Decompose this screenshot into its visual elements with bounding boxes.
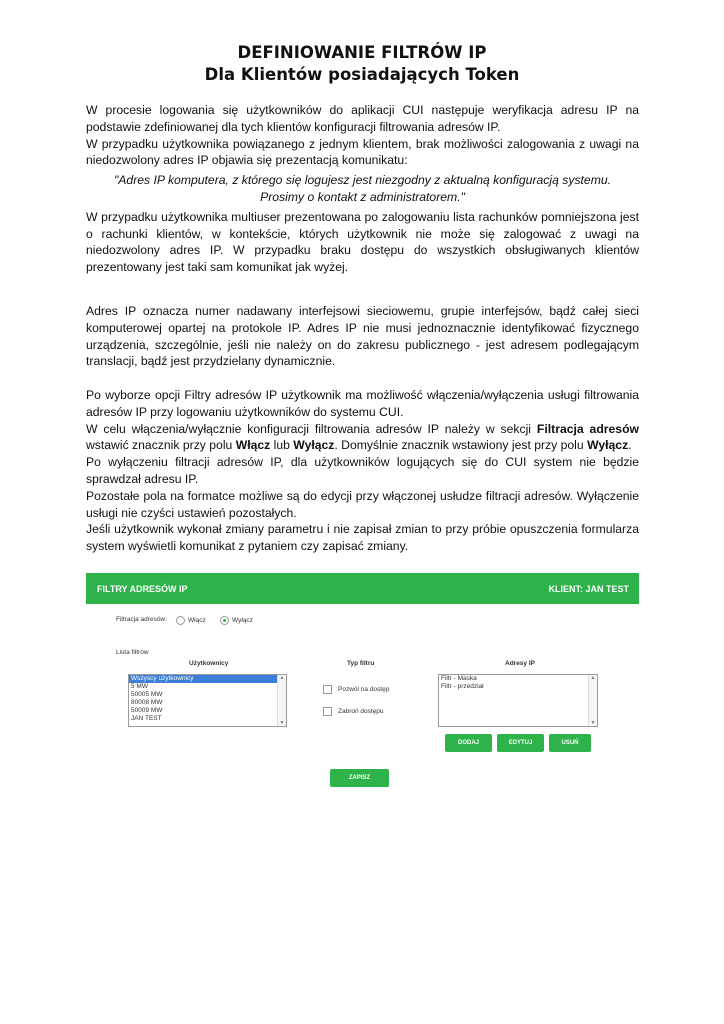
column-users: Użytkownicy [189,660,229,667]
list-item[interactable]: Filtr - przedział [441,683,484,690]
checkbox-allow-label: Pozwól na dostęp [338,686,390,693]
radio-enable[interactable] [176,616,185,625]
scroll-up-icon[interactable]: ▲ [279,675,285,681]
definition-section [86,303,639,370]
options-paragraph-1: Po wyborze opcji Filtry adresów IP użytkownik ma możliwość włączenia/wyłączenia usługi filtrowania adresów IP przy logowaniu użytkowników do systemu CUI. [86,388,639,419]
edit-button[interactable]: EDYTUJ [497,734,544,752]
ip-listbox[interactable] [438,674,598,727]
save-button[interactable]: ZAPISZ [330,769,389,787]
form-header-bar [86,573,639,604]
definition-paragraph: Adres IP oznacza numer nadawany interfejsowi sieciowemu, grupie interfejsów, bądź całej sieci komputerowej opartej na protokole IP. Adres IP nie musi jednoznacznie identyfikować fizycznego urządzenia, szczególnie, jeśli nie należy on do zakresu publicznego - jest adresem podlegającym translacji, bądź jest przydzielany dynamicznie. [86,304,639,369]
checkbox-deny-label: Zabroń dostępu [338,708,384,715]
form-header-client: KLIENT: JAN TEST [548,584,629,594]
add-button[interactable]: DODAJ [445,734,492,752]
form-header-title: FILTRY ADRESÓW IP [97,584,188,594]
filter-label: Filtracja adresów: [116,616,167,623]
users-scrollbar[interactable] [277,675,286,726]
list-item[interactable]: Filtr - Maska [441,675,477,682]
document-title: DEFINIOWANIE FILTRÓW IP [237,43,487,62]
options-paragraph-2: W celu włączenia/wyłącznie konfiguracji filtrowania adresów IP należy w sekcji Filtracja adresów wstawić znacznik przy polu Włącz lub Wyłącz. Domyślnie znacznik wstawiony jest przy polu Wyłącz. [86,421,639,453]
list-item[interactable]: 80008 MW [131,699,163,706]
intro-paragraph-3: W przypadku użytkownika multiuser prezentowana po zalogowaniu lista rachunków pomniejszona jest o rachunki klientów, w kontekście, których użytkownik nie może się zalogować z uwagi na niedozwolony adres IP. W przypadku braku dostępu do wszystkich obsługiwanych klientów prezentowany jest taki sam komunikat jak wyżej. [86,209,639,275]
list-item[interactable]: JAN TEST [131,715,162,722]
radio-disable-label: Wyłącz [232,617,253,624]
intro-section [86,102,639,276]
intro-paragraph-1: W procesie logowania się użytkowników do aplikacji CUI następuje weryfikacja adresu IP na podstawie zdefiniowanej dla tych klientów konfiguracji filtrowania adresów IP. [86,103,639,134]
ip-filter-screenshot [86,573,639,798]
column-ip-addresses: Adresy IP [505,660,535,667]
list-item[interactable]: 5 MW [131,683,148,690]
options-paragraph-4: Pozostałe pola na formatce możliwe są do edycji przy włączonej usłudze filtracji adresów. Wyłączenie usługi nie czyści ustawień pozostałych. [86,488,639,520]
intro-paragraph-2: W przypadku użytkownika powiązanego z jednym klientem, brak możliwości zalogowania z uwagi na niedozwolony adres IP objawia się prezentacją komunikatu: [86,136,639,168]
users-listbox[interactable] [128,674,287,727]
scroll-down-icon[interactable]: ▼ [590,720,596,726]
column-filter-type: Typ filtru [347,660,375,667]
scroll-up-icon[interactable]: ▲ [590,675,596,681]
document-subtitle: Dla Klientów posiadających Token [204,65,520,84]
scroll-down-icon[interactable]: ▼ [279,720,285,726]
options-paragraph-3: Po wyłączeniu filtracji adresów IP, dla użytkowników logujących się do CUI system nie będzie sprawdzał adresu IP. [86,455,639,486]
checkbox-allow[interactable] [323,685,332,694]
error-message-quote: "Adres IP komputera, z którego się logujesz jest niezgodny z aktualną konfiguracją systemu. Prosimy o kontakt z administratorem." [113,173,612,204]
options-section [86,387,639,555]
checkbox-deny[interactable] [323,707,332,716]
list-item[interactable]: 50005 MW [131,691,163,698]
list-item[interactable]: 50009 MW [131,707,163,714]
filter-list-title: Lista filtrów [116,649,149,656]
ip-scrollbar[interactable] [588,675,597,726]
options-paragraph-5: Jeśli użytkownik wykonał zmiany parametru i nie zapisał zmian to przy próbie opuszczenia formularza system wyświetli komunikat z pytaniem czy zapisać zmiany. [86,522,639,554]
delete-button[interactable]: USUŃ [549,734,591,752]
list-item[interactable]: Wszyscy użytkownicy [129,675,277,683]
radio-disable[interactable] [220,616,229,625]
radio-enable-label: Włącz [188,617,206,624]
